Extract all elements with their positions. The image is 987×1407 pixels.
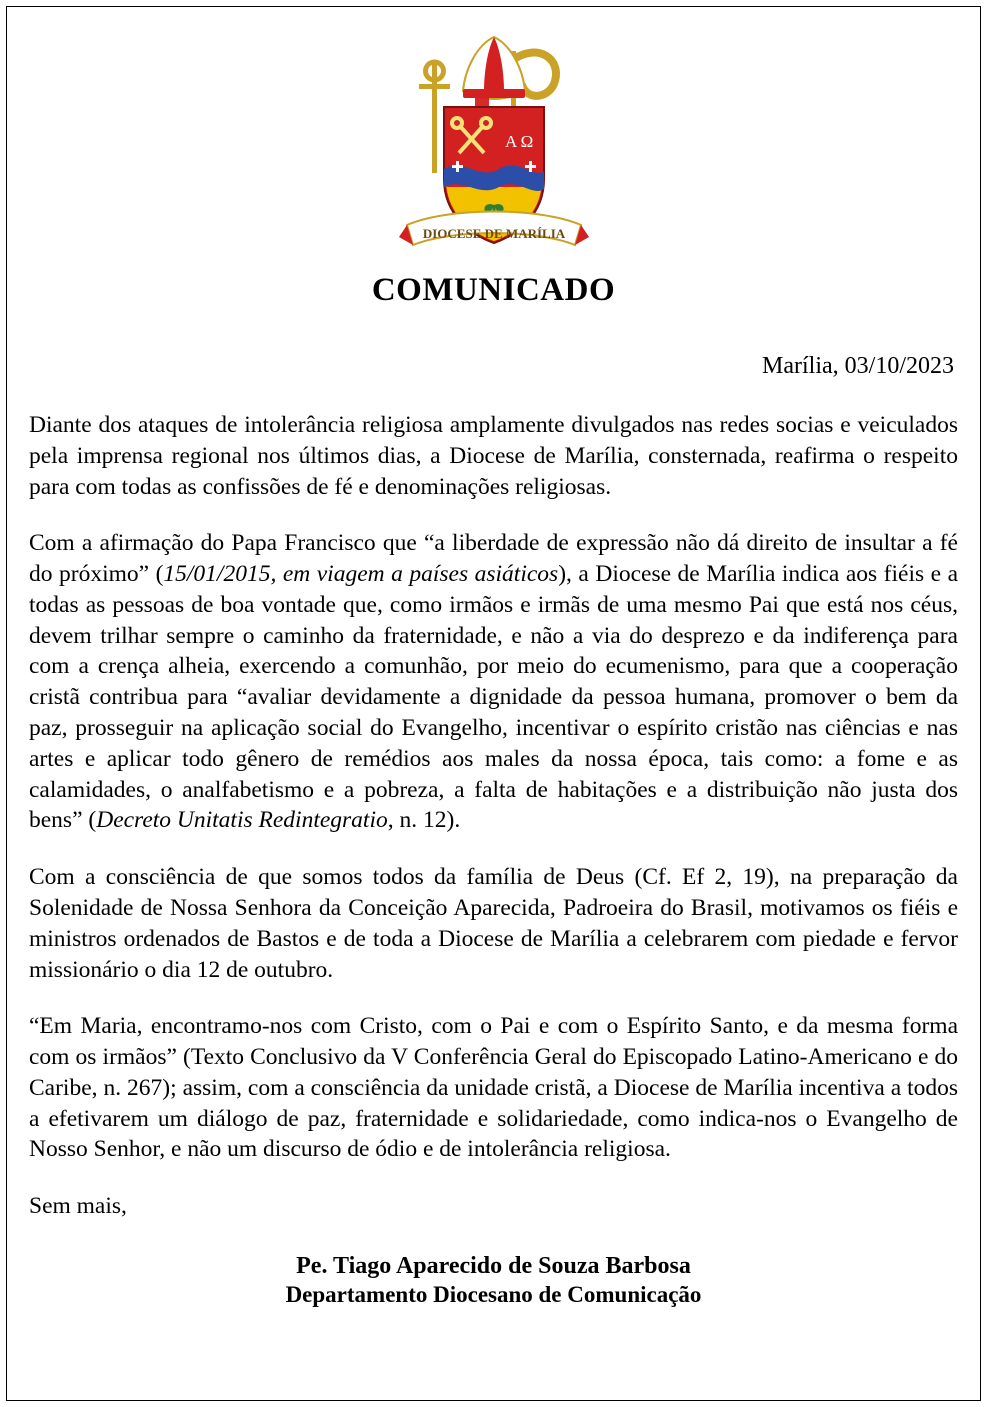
paragraph-2-citation-decree: Decreto Unitatis Redintegratio <box>96 807 388 834</box>
paragraph-1: Diante dos ataques de intolerância religiosa amplamente divulgados nas redes socias e veiculados pela imprensa regional nos últimos dias, a Diocese de Marília, consternada, reafirma o respeito para com todas as confissões de fé e denominações religiosas. <box>29 412 958 500</box>
signature-block <box>29 1252 958 1308</box>
page-title: COMUNICADO <box>371 272 616 308</box>
paragraph-2-part-c: , n. 12). <box>387 807 461 834</box>
signature-name: Pe. Tiago Aparecido de Souza Barbosa <box>296 1252 691 1279</box>
document-sheet <box>6 6 981 1401</box>
document-body <box>29 410 958 1222</box>
diocese-coat-of-arms-icon <box>389 29 599 261</box>
paragraph-2-part-a: Com a afirmação do Papa Francisco que “a liberdade de expressão não dá direito de insultar a fé do próximo” ( <box>29 530 958 588</box>
svg-text:A Ω: A Ω <box>504 132 533 151</box>
paragraph-4: “Em Maria, encontramo-nos com Cristo, com o Pai e com o Espírito Santo, e da mesma forma com os irmãos” (Texto Conclusivo da V Conferência Geral do Episcopado Latino-Americano e do Caribe, n. 267); assim, com a consciência da unidade cristã, a Diocese de Marília incentiva a todos a efetivarem um diálogo de paz, fraternidade e solidariedade, como indica-nos o Evangelho de Nosso Senhor, e não um discurso de ódio e de intolerância religiosa. <box>29 1013 958 1163</box>
crest-container <box>29 29 958 266</box>
paragraph-closing: Sem mais, <box>29 1193 127 1220</box>
paragraph-2-citation-date: 15/01/2015, em viagem a países asiáticos <box>163 561 559 588</box>
svg-text:DIOCESE DE MARÍLIA: DIOCESE DE MARÍLIA <box>422 226 565 241</box>
paragraph-2-part-b: ), a Diocese de Marília indica aos fiéis e a todas as pessoas de boa vontade que, como irmãos e irmãs de uma mesmo Pai que está nos céus, devem trilhar sempre o caminho da fraternidade, e não a via do desprezo e da indiferença para com a crença alheia, exercendo a comunhão, por meio do ecumenismo, para que a cooperação cristã contribua para “avaliar devidamente a dignidade da pessoa humana, promover o bem da paz, prosseguir na aplicação social do Evangelho, incentivar o espírito cristão nas ciências e nas artes e aplicar todo gênero de remédios aos males da nossa época, tais como: a fome e as calamidades, o analfabetismo e a pobreza, a falta de habitações e a distribuição não justa dos bens” ( <box>29 561 958 834</box>
place-and-date: Marília, 03/10/2023 <box>762 353 954 379</box>
paragraph-2 <box>29 528 958 836</box>
signature-role: Departamento Diocesano de Comunicação <box>285 1281 702 1307</box>
paragraph-3: Com a consciência de que somos todos da família de Deus (Cf. Ef 2, 19), na preparação da Solenidade de Nossa Senhora da Conceição Aparecida, Padroeira do Brasil, motivamos os fiéis e ministros ordenados de Bastos e de toda a Diocese de Marília a celebrarem com piedade e fervor missionário o dia 12 de outubro. <box>29 864 958 983</box>
